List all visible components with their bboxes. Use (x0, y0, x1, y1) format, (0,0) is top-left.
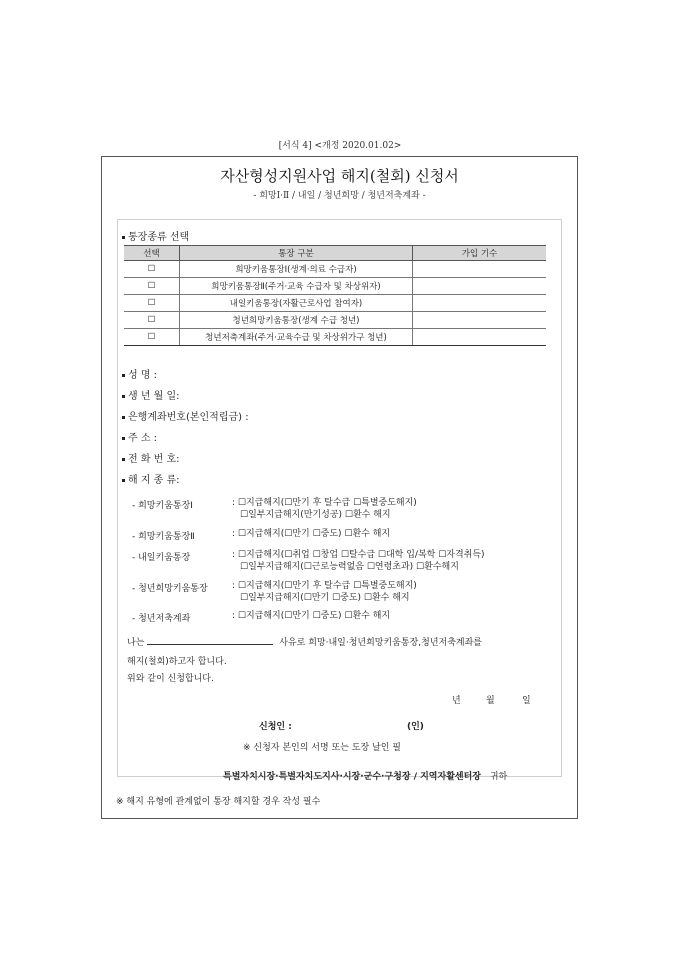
cancel-options-line[interactable]: ☐일부지급해지(☐근로능력없음 ☐연령초과) ☐환수해지 (240, 562, 459, 572)
account-term[interactable] (413, 261, 547, 278)
recipient-line (223, 769, 507, 782)
form-frame (101, 156, 578, 819)
cancel-options-line[interactable]: : ☐지급해지(☐만기 후 탈수급 ☐특별중도해지) (232, 581, 417, 591)
date-day[interactable]: 일 (522, 696, 531, 706)
account-checkbox[interactable]: ☐ (124, 329, 180, 346)
cancel-type-label-5: - 청년저축계좌 (132, 614, 191, 624)
account-checkbox[interactable]: ☐ (124, 295, 180, 312)
bullet-icon (122, 374, 125, 377)
account-term[interactable] (413, 329, 547, 346)
applicant-seal: (인) (407, 722, 424, 732)
bullet-icon (122, 458, 125, 461)
account-name: 희망키움통장Ⅰ(생계·의료 수급자) (180, 261, 413, 278)
account-checkbox[interactable]: ☐ (124, 261, 180, 278)
form-title: 자산형성지원사업 해지(철회) 신청서 (220, 167, 459, 185)
bullet-icon (122, 395, 125, 398)
form-reference: [서식 4] <개정 2020.01.02> (278, 141, 402, 151)
form-subtitle: - 희망Ⅰ·Ⅱ / 내일 / 청년희망 / 청년저축계좌 - (253, 191, 426, 201)
table-row (124, 295, 546, 312)
bank-label: 은행계좌번호(본인적립금) : (128, 412, 249, 423)
account-table-header (124, 246, 546, 261)
name-field[interactable] (122, 366, 157, 381)
account-name: 내일키움통장(자활근로사업 참여자) (180, 295, 413, 312)
address-label: 주 소 : (128, 433, 158, 444)
account-table (124, 245, 546, 346)
bullet-icon (122, 236, 125, 239)
cancel-options-line[interactable]: : ☐지급해지(☐취업 ☐창업 ☐탈수급 ☐대학 입/복학 ☐자격취득) (232, 550, 485, 560)
account-checkbox[interactable]: ☐ (124, 278, 180, 295)
form-body (117, 219, 562, 777)
cancel-options-line[interactable]: : ☐지급해지(☐만기 ☐중도) ☐환수 해지 (232, 611, 391, 621)
account-name: 희망키움통장Ⅱ(주거·교육 수급자 및 차상위자) (180, 278, 413, 295)
footer-note: ※ 해지 유형에 관계없이 통장 해지할 경우 작성 필수 (116, 797, 321, 807)
address-field[interactable] (122, 429, 157, 444)
name-label: 성 명 : (128, 370, 158, 381)
birth-label: 생 년 월 일: (128, 391, 180, 402)
bullet-icon (122, 416, 125, 419)
cancel-type-label-2: - 희망키움통장Ⅱ (132, 532, 195, 542)
account-term[interactable] (413, 312, 547, 329)
header-term: 가입 기수 (413, 246, 547, 261)
cancel-options-4[interactable] (232, 580, 417, 604)
recipient-suffix: 귀하 (489, 772, 508, 782)
account-checkbox[interactable]: ☐ (124, 312, 180, 329)
table-row (124, 261, 546, 278)
phone-label: 전 화 번 호: (128, 454, 180, 465)
cancel-options-line[interactable]: ☐일부지급해지(☐만기 ☐중도) ☐환수 해지 (240, 593, 410, 603)
cancel-type-field (122, 471, 180, 486)
account-name: 청년희망키움통장(생계 수급 청년) (180, 312, 413, 329)
cancel-options-line[interactable]: : ☐지급해지(☐만기 ☐중도) ☐환수 해지 (232, 529, 391, 539)
bullet-icon (122, 437, 125, 440)
cancel-type-label-3: - 내일키움통장 (132, 553, 191, 563)
account-section-title (122, 228, 189, 243)
statement-prefix: 나는 (127, 638, 145, 648)
cancel-options-1[interactable] (232, 497, 417, 521)
account-section-label: 통장종류 선택 (128, 232, 190, 243)
statement-suffix: 사유로 희망·내일·청년희망키움통장,청년저축계좌를 (279, 638, 482, 648)
statement-line-1 (127, 635, 482, 648)
recipient-org: 특별자치시장·특별자치도지사·시장·군수·구청장 / 지역자활센터장 (223, 772, 481, 782)
table-row (124, 278, 546, 295)
account-name: 청년저축계좌(주거·교육수급 및 차상위가구 청년) (180, 329, 413, 346)
bank-account-field[interactable] (122, 408, 249, 423)
account-term[interactable] (413, 295, 547, 312)
cancel-type-label-4: - 청년희망키움통장 (132, 584, 208, 594)
cancel-options-line[interactable]: : ☐지급해지(☐만기 후 탈수급 ☐특별중도해지) (232, 498, 417, 508)
account-term[interactable] (413, 278, 547, 295)
phone-field[interactable] (122, 450, 180, 465)
bullet-icon (122, 479, 125, 482)
date-month[interactable]: 월 (486, 696, 495, 706)
header-type: 통장 구분 (180, 246, 413, 261)
statement-line-3: 위와 같이 신청합니다. (127, 674, 214, 684)
cancel-type-label-1: - 희망키움통장Ⅰ (132, 501, 193, 511)
reason-input[interactable] (147, 635, 273, 645)
cancel-options-3[interactable] (232, 549, 485, 573)
applicant-label[interactable]: 신청인 : (259, 722, 292, 732)
cancel-options-line[interactable]: ☐일부지급해지(만기성공) ☐환수 해지 (240, 510, 391, 520)
statement-line-2: 해지(철회)하고자 합니다. (127, 657, 227, 667)
table-row (124, 329, 546, 346)
birth-field[interactable] (122, 387, 180, 402)
cancel-type-label: 해 지 종 류: (128, 475, 180, 486)
cancel-options-2[interactable] (232, 528, 390, 540)
applicant-note: ※ 신청자 본인의 서명 또는 도장 날인 필 (243, 743, 401, 753)
cancel-options-5[interactable] (232, 610, 390, 622)
header-select: 선택 (124, 246, 180, 261)
date-year[interactable]: 년 (452, 696, 461, 706)
table-row (124, 312, 546, 329)
